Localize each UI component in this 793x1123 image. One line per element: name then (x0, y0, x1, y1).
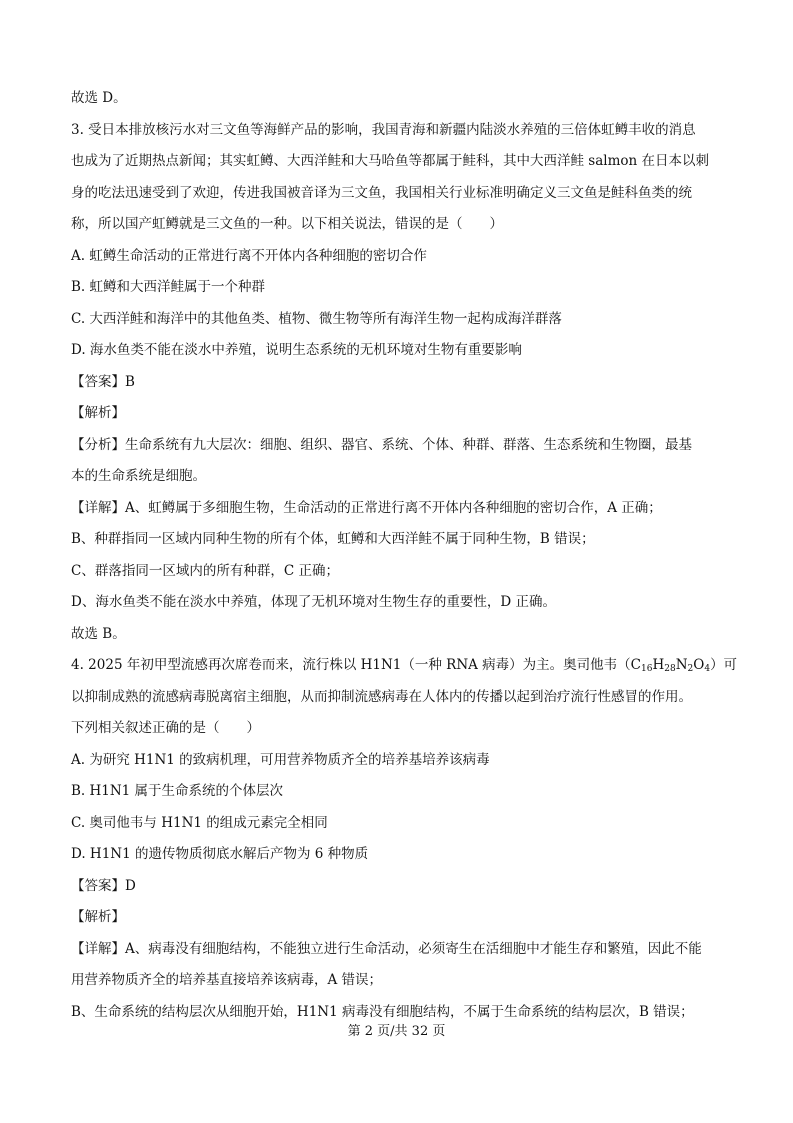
option-d: D. 海水鱼类不能在淡水中养殖，说明生态系统的无机环境对生物有重要影响 (71, 342, 522, 358)
question-3-stem: 3. 受日本排放核污水对三文鱼等海鲜产品的影响，我国青海和新疆内陆淡水养殖的三倍体虹鳟丰收的消息 (71, 121, 696, 138)
question-4-stem: 4. 2025 年初甲型流感再次席卷而来，流行株以 H1N1（一种 RNA 病毒）为主。奥司他韦$(C_{16}H_{28}N_2O_4)$可 (71, 657, 738, 674)
option-d: D. H1N1 的遗传物质彻底水解后产物为 6 种物质 (71, 846, 369, 862)
text-line: 本的生命系统是细胞。 (71, 468, 206, 484)
answer-label: 【答案】D (71, 877, 136, 894)
text-line: B、种群指同一区域内同种生物的所有个体，虹鳟和大西洋鲑不属于同种生物，B 错误； (71, 531, 595, 547)
option-c: C. 大西洋鲑和海洋中的其他鱼类、植物、微生物等所有海洋生物一起构成海洋群落 (71, 310, 562, 327)
detail-text: 【详解】A、病毒没有细胞结构，不能独立进行生命活动，必须寄生在活细胞中才能生存和繁殖，因此不能 (71, 940, 702, 957)
text-line: 以抑制成熟的流感病毒脱离宿主细胞，从而抑制流感病毒在人体内的传播以起到治疗流行性感冒的作用。 (71, 688, 692, 705)
text-line: D、海水鱼类不能在淡水中养殖，体现了无机环境对生物生存的重要性，D 正确。 (71, 594, 556, 610)
answer-label: 【答案】B (71, 373, 135, 390)
analysis-text: 【分析】生命系统有九大层次：细胞、组织、器官、系统、个体、种群、群落、生态系统和生物圈，最基 (71, 436, 692, 453)
detail-text: 【详解】A、虹鳟属于多细胞生物，生命活动的正常进行离不开体内各种细胞的密切合作，A 正确； (71, 499, 662, 516)
text-line: 用营养物质齐全的培养基直接培养该病毒，A 错误； (71, 972, 383, 988)
text-line: 也成为了近期热点新闻；其实虹鳟、大西洋鲑和大马哈鱼等都属于鲑科，其中大西洋鲑 salmon 在日本以刺 (71, 153, 709, 169)
option-a: A. 为研究 H1N1 的致病机理，可用营养物质齐全的培养基培养该病毒 (71, 751, 490, 768)
analysis-label: 【解析】 (71, 909, 125, 925)
option-b: B. H1N1 属于生命系统的个体层次 (71, 783, 284, 799)
option-b: B. 虹鳟和大西洋鲑属于一个种群 (71, 279, 266, 295)
text-line: 故选 D。 (71, 90, 127, 106)
text-line: 身的吃法迅速受到了欢迎，传进我国被音译为三文鱼，我国相关行业标准明确定义三文鱼是鲑科鱼类的统 (71, 184, 692, 201)
text-line: 称，所以国产虹鳟就是三文鱼的一种。以下相关说法，错误的是（ ） (71, 216, 503, 232)
analysis-label: 【解析】 (71, 405, 125, 421)
page-content (71, 90, 738, 1020)
option-c: C. 奥司他韦与 H1N1 的组成元素完全相同 (71, 814, 328, 831)
page-number: 第 2 页/共 32 页 (347, 1024, 446, 1039)
text-line: 故选 B。 (71, 625, 126, 642)
option-a: A. 虹鳟生命活动的正常进行离不开体内各种细胞的密切合作 (71, 247, 427, 264)
text-line: 下列相关叙述正确的是（ ） (71, 720, 260, 736)
text-line: B、生命系统的结构层次从细胞开始，H1N1 病毒没有细胞结构，不属于生命系统的结构层次，B 错误； (71, 1003, 694, 1020)
text-line: C、群落指同一区域内的所有种群，C 正确； (71, 562, 339, 579)
